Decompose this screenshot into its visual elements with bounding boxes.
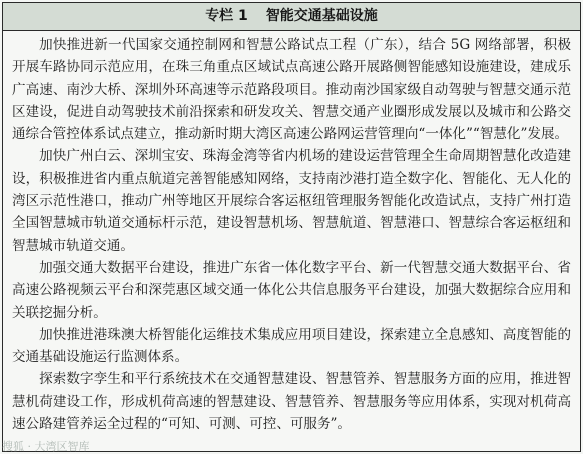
column-title-bar [3,3,580,31]
paragraph-digital-twin: 探索数字孪生和平行系统技术在交通智慧建设、智慧管养、智慧服务方面的应用，推进智慧机荷建设工作，形成机荷高速的智慧建设、智慧管养、智慧服务等应用体系，实现对机荷高速公路建管养运全过程的“可知、可测、可控、可服务”。 [12,371,571,433]
paragraph-highway: 加快推进新一代国家交通控制网和智慧公路试点工程（广东），结合 5G 网络部署，积极开展车路协同示范应用，在珠三角重点区域试点高速公路开展路侧智能感知设施建设，建成乐广高速、南沙大桥、深圳外环高速等示范路段项目。推动南沙国家级自动驾驶与智慧交通示范区建设，促进自动驾驶技术前沿探索和研发攻关、智慧交通产业圈形成发展以及城市和公路交通综合管控体系试点建立，推动新时期大湾区高速公路网运营管理向“一体化”“智慧化”发展。 [12,37,571,143]
paragraph-big-data: 加强交通大数据平台建设，推进广东省一体化数字平台、新一代智慧交通大数据平台、省高速公路视频云平台和深莞惠区域交通一体化公共信息服务平台建设，加强大数据综合应用和关联挖掘分析。 [12,259,571,321]
paragraph-bridge: 加快推进港珠澳大桥智能化运维技术集成应用项目建设，探索建立全息感知、高度智能的交通基础设施运行监测体系。 [12,326,571,366]
column-title: 智能交通基础设施 [265,8,378,24]
column-box [2,2,581,452]
paragraph-airports-ports: 加快广州白云、深圳宝安、珠海金湾等省内机场的建设运营管理全生命周期智慧化改造建设，积极推进省内重点航道完善智能感知网络，支持南沙港打造全数字化、智能化、无人化的湾区示范性港口，推动广州等地区开展综合客运枢纽管理服务智能化改造试点，支持广州打造全国智慧城市轨道交通标杆示范，建设智慧机场、智慧航道、智慧港口、智慧综合客运枢纽和智慧城市轨道交通。 [12,148,571,254]
column-label: 专栏 1 [205,8,248,24]
column-content [3,31,580,435]
watermark: 搜狐 · 大湾区智库 [2,440,90,453]
